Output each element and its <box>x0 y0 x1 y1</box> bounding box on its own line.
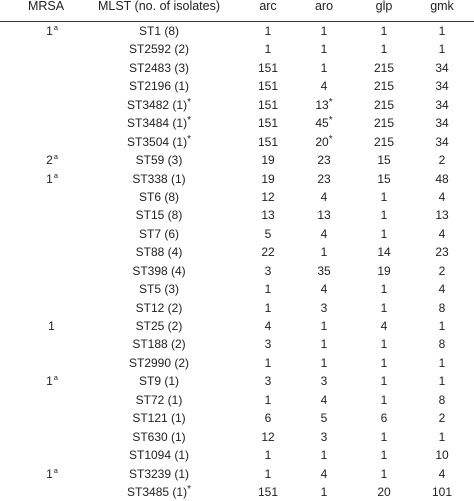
aro-value: 20 <box>315 134 329 149</box>
mlst-value: ST121 (1) <box>132 411 186 426</box>
aro-value: 1 <box>320 319 328 333</box>
header-glp: glp <box>375 0 393 13</box>
aro-cell <box>292 409 356 427</box>
mlst-cell <box>100 262 218 280</box>
aro-value: 4 <box>320 392 328 407</box>
aro-value: 4 <box>320 189 328 204</box>
glp-cell: 14 <box>377 245 391 260</box>
table-row <box>0 372 474 390</box>
mlst-novel-mark: * <box>187 483 191 495</box>
glp-cell: 15 <box>377 153 391 168</box>
aro-cell <box>292 188 356 206</box>
mrsa-cell <box>20 262 84 280</box>
mlst-value: ST1094 (1) <box>128 448 190 463</box>
mrsa-cell <box>20 151 84 169</box>
gmk-cell: 8 <box>438 300 446 315</box>
aro-value: 4 <box>320 79 328 94</box>
mlst-cell <box>100 188 218 206</box>
aro-value: 4 <box>320 226 328 241</box>
mrsa-cell <box>20 243 84 261</box>
mlst-cell <box>100 225 218 243</box>
mrsa-cell <box>20 225 84 243</box>
aro-cell <box>292 299 356 317</box>
mrsa-cell <box>20 446 84 464</box>
aro-value: 23 <box>317 153 331 168</box>
mlst-cell <box>100 428 218 446</box>
gmk-cell: 34 <box>435 60 449 75</box>
mlst-cell <box>100 77 218 95</box>
mrsa-cell <box>20 299 84 317</box>
table-row <box>0 391 474 409</box>
aro-cell <box>292 372 356 390</box>
mlst-value: ST3485 (1) <box>127 484 188 499</box>
aro-value: 1 <box>320 60 328 75</box>
mrsa-value: 1 <box>46 466 53 481</box>
arc-cell: 151 <box>257 97 279 112</box>
mrsa-value: 1 <box>46 171 53 186</box>
mrsa-value: 2 <box>46 153 53 168</box>
arc-cell: 12 <box>261 189 275 204</box>
mrsa-cell <box>20 354 84 372</box>
arc-cell: 3 <box>264 374 272 389</box>
arc-cell: 151 <box>257 60 279 75</box>
glp-cell: 215 <box>373 116 395 131</box>
mlst-value: ST3482 (1) <box>127 97 188 112</box>
arc-cell: 1 <box>264 448 272 463</box>
aro-novel-mark: * <box>328 133 333 145</box>
mlst-cell <box>100 483 218 501</box>
aro-value: 4 <box>320 282 328 297</box>
mrsa-cell <box>20 391 84 409</box>
glp-cell: 1 <box>380 189 388 204</box>
glp-cell: 1 <box>380 392 388 407</box>
glp-cell: 1 <box>380 355 388 370</box>
header-mrsa: MRSA <box>27 0 65 13</box>
glp-cell: 4 <box>380 319 388 333</box>
arc-cell: 151 <box>257 484 279 499</box>
aro-cell <box>292 22 356 40</box>
gmk-cell: 48 <box>435 171 449 186</box>
table-header-row <box>0 0 474 22</box>
table-row <box>0 409 474 427</box>
mlst-value: ST12 (2) <box>135 300 183 315</box>
mlst-value: ST2196 (1) <box>128 79 190 94</box>
mrsa-footnote-mark: a <box>53 152 58 162</box>
mlst-cell <box>100 59 218 77</box>
arc-cell: 19 <box>261 153 275 168</box>
arc-cell: 19 <box>261 171 275 186</box>
mlst-cell <box>100 446 218 464</box>
arc-cell: 5 <box>264 226 272 241</box>
aro-value: 23 <box>317 171 331 186</box>
table-row <box>0 170 474 188</box>
arc-cell: 151 <box>257 79 279 94</box>
table-body <box>0 22 474 501</box>
arc-cell: 1 <box>264 282 272 297</box>
aro-value: 1 <box>320 42 328 57</box>
mrsa-cell <box>20 317 84 335</box>
glp-cell: 1 <box>380 466 388 481</box>
gmk-cell: 34 <box>435 97 449 112</box>
mrsa-cell <box>20 188 84 206</box>
glp-cell: 215 <box>373 134 395 149</box>
mlst-value: ST188 (2) <box>132 337 186 352</box>
aro-value: 1 <box>320 337 328 352</box>
mrsa-value: 1 <box>46 24 53 38</box>
aro-value: 3 <box>320 429 328 444</box>
glp-cell: 1 <box>380 337 388 352</box>
aro-value: 1 <box>320 355 328 370</box>
table-row <box>0 262 474 280</box>
gmk-cell: 34 <box>435 79 449 94</box>
gmk-cell: 13 <box>435 208 449 223</box>
glp-cell: 1 <box>380 282 388 297</box>
mlst-value: ST59 (3) <box>135 153 183 168</box>
gmk-cell: 4 <box>438 226 446 241</box>
glp-cell: 6 <box>380 411 388 426</box>
mrsa-cell <box>20 483 84 501</box>
mlst-value: ST3239 (1) <box>128 466 190 481</box>
table-row <box>0 428 474 446</box>
aro-cell <box>292 40 356 58</box>
arc-cell: 3 <box>264 337 272 352</box>
glp-cell: 1 <box>380 300 388 315</box>
table-row <box>0 446 474 464</box>
mlst-cell <box>100 40 218 58</box>
glp-cell: 215 <box>373 97 395 112</box>
gmk-cell: 10 <box>435 448 449 463</box>
aro-cell <box>292 446 356 464</box>
mrsa-footnote-mark: a <box>53 465 58 475</box>
aro-value: 5 <box>320 411 328 426</box>
aro-value: 3 <box>320 300 328 315</box>
arc-cell: 151 <box>257 134 279 149</box>
aro-value: 1 <box>320 484 328 499</box>
mlst-novel-mark: * <box>187 96 191 108</box>
arc-cell: 6 <box>264 411 272 426</box>
mlst-value: ST2592 (2) <box>128 42 190 57</box>
mlst-cell <box>100 335 218 353</box>
mlst-cell <box>100 22 218 40</box>
aro-cell <box>292 77 356 95</box>
aro-value: 1 <box>320 245 328 260</box>
mlst-cell <box>100 280 218 298</box>
header-mlst: MLST (no. of isolates) <box>97 0 221 13</box>
aro-novel-mark: * <box>328 96 333 108</box>
aro-cell <box>292 151 356 169</box>
gmk-cell: 34 <box>435 116 449 131</box>
aro-cell <box>292 483 356 501</box>
arc-cell: 1 <box>264 466 272 481</box>
mrsa-cell <box>20 335 84 353</box>
mlst-cell <box>100 151 218 169</box>
mrsa-cell <box>20 40 84 58</box>
mlst-value: ST9 (1) <box>138 374 179 389</box>
arc-cell: 1 <box>264 300 272 315</box>
glp-cell: 1 <box>380 448 388 463</box>
arc-cell: 151 <box>257 116 279 131</box>
mlst-cell <box>100 133 218 151</box>
header-gmk: gmk <box>430 0 454 13</box>
arc-cell: 3 <box>264 263 272 278</box>
glp-cell: 1 <box>380 208 388 223</box>
mlst-value: ST3504 (1) <box>127 134 188 149</box>
table-row <box>0 335 474 353</box>
table-row <box>0 206 474 224</box>
mrsa-cell <box>20 409 84 427</box>
gmk-cell: 34 <box>435 134 449 149</box>
mlst-value: ST398 (4) <box>132 263 186 278</box>
glp-cell: 1 <box>380 374 388 389</box>
glp-cell: 15 <box>377 171 391 186</box>
mrsa-cell <box>20 133 84 151</box>
aro-cell <box>292 225 356 243</box>
mlst-value: ST338 (1) <box>132 171 186 186</box>
mlst-value: ST630 (1) <box>132 429 186 444</box>
arc-cell: 1 <box>264 392 272 407</box>
aro-cell <box>292 354 356 372</box>
aro-value: 4 <box>320 466 328 481</box>
gmk-cell: 1 <box>438 42 446 57</box>
gmk-cell: 2 <box>438 153 446 168</box>
aro-cell <box>292 243 356 261</box>
mlst-novel-mark: * <box>187 115 191 127</box>
mlst-cell <box>100 409 218 427</box>
table-row <box>0 59 474 77</box>
aro-cell <box>292 206 356 224</box>
mrsa-cell <box>20 77 84 95</box>
gmk-cell: 1 <box>438 24 446 38</box>
aro-value: 45 <box>315 116 329 131</box>
arc-cell: 1 <box>264 42 272 57</box>
arc-cell: 13 <box>261 208 275 223</box>
mlst-cell <box>100 372 218 390</box>
table-row <box>0 40 474 58</box>
aro-value: 3 <box>320 374 328 389</box>
aro-cell <box>292 317 356 335</box>
table-row <box>0 133 474 151</box>
mlst-cell <box>100 114 218 132</box>
aro-cell <box>292 133 356 151</box>
mlst-cell <box>100 317 218 335</box>
mlst-value: ST15 (8) <box>135 208 183 223</box>
mrsa-cell <box>20 22 84 40</box>
glp-cell: 215 <box>373 79 395 94</box>
mrsa-cell <box>20 59 84 77</box>
aro-cell <box>292 428 356 446</box>
mlst-cell <box>100 354 218 372</box>
table-row <box>0 77 474 95</box>
gmk-cell: 2 <box>438 411 446 426</box>
mlst-value: ST3484 (1) <box>127 116 188 131</box>
mrsa-cell <box>20 96 84 114</box>
mlst-value: ST1 (8) <box>138 24 179 38</box>
mlst-value: ST2990 (2) <box>128 355 190 370</box>
header-arc: arc <box>259 0 277 13</box>
mlst-cell <box>100 96 218 114</box>
gmk-cell: 2 <box>438 263 446 278</box>
mlst-value: ST5 (3) <box>138 282 179 297</box>
mlst-cell <box>100 206 218 224</box>
aro-cell <box>292 59 356 77</box>
header-aro: aro <box>314 0 334 13</box>
mlst-value: ST25 (2) <box>135 319 183 333</box>
arc-cell: 4 <box>264 319 272 333</box>
mrsa-cell <box>20 372 84 390</box>
aro-cell <box>292 391 356 409</box>
gmk-cell: 1 <box>438 355 446 370</box>
aro-cell <box>292 170 356 188</box>
glp-cell: 19 <box>377 263 391 278</box>
gmk-cell: 1 <box>438 374 446 389</box>
mrsa-footnote-mark: a <box>53 23 58 32</box>
glp-cell: 20 <box>377 484 391 499</box>
table-row <box>0 483 474 501</box>
aro-value: 1 <box>320 24 328 38</box>
mlst-cell <box>100 170 218 188</box>
arc-cell: 12 <box>261 429 275 444</box>
glp-cell: 1 <box>380 24 388 38</box>
table-row <box>0 114 474 132</box>
mrsa-cell <box>20 206 84 224</box>
gmk-cell: 8 <box>438 337 446 352</box>
mlst-value: ST7 (6) <box>138 226 179 241</box>
aro-value: 35 <box>317 263 331 278</box>
table-row <box>0 22 474 40</box>
aro-cell <box>292 114 356 132</box>
mrsa-value: 1 <box>46 374 53 389</box>
arc-cell: 1 <box>264 355 272 370</box>
gmk-cell: 23 <box>435 245 449 260</box>
mlst-value: ST2483 (3) <box>128 60 190 75</box>
glp-cell: 215 <box>373 60 395 75</box>
gmk-cell: 4 <box>438 466 446 481</box>
mrsa-cell <box>20 114 84 132</box>
mlst-novel-mark: * <box>187 133 191 145</box>
mlst-value: ST72 (1) <box>135 392 183 407</box>
aro-value: 1 <box>320 448 328 463</box>
glp-cell: 1 <box>380 42 388 57</box>
mrsa-footnote-mark: a <box>53 373 58 383</box>
arc-cell: 1 <box>264 24 272 38</box>
mlst-cell <box>100 391 218 409</box>
gmk-cell: 4 <box>438 282 446 297</box>
aro-value: 13 <box>315 97 329 112</box>
mrsa-cell <box>20 280 84 298</box>
arc-cell: 22 <box>261 245 275 260</box>
table-row <box>0 243 474 261</box>
glp-cell: 1 <box>380 226 388 241</box>
gmk-cell: 1 <box>438 319 446 333</box>
aro-cell <box>292 96 356 114</box>
mlst-value: ST6 (8) <box>138 189 179 204</box>
mlst-cell <box>100 243 218 261</box>
gmk-cell: 4 <box>438 189 446 204</box>
aro-cell <box>292 262 356 280</box>
aro-cell <box>292 335 356 353</box>
table-row <box>0 96 474 114</box>
gmk-cell: 101 <box>431 484 453 499</box>
mlst-value: ST88 (4) <box>135 245 183 260</box>
mrsa-cell <box>20 170 84 188</box>
table-row <box>0 280 474 298</box>
aro-value: 13 <box>317 208 331 223</box>
mlst-cell <box>100 299 218 317</box>
table-row <box>0 225 474 243</box>
mrsa-value: 1 <box>48 319 55 333</box>
mrsa-cell <box>20 428 84 446</box>
aro-novel-mark: * <box>328 115 333 127</box>
table-row <box>0 188 474 206</box>
table-row <box>0 354 474 372</box>
gmk-cell: 1 <box>438 429 446 444</box>
table-row <box>0 317 474 335</box>
gmk-cell: 8 <box>438 392 446 407</box>
mrsa-footnote-mark: a <box>53 170 58 180</box>
aro-cell <box>292 280 356 298</box>
glp-cell: 1 <box>380 429 388 444</box>
table-row <box>0 299 474 317</box>
table-row <box>0 151 474 169</box>
